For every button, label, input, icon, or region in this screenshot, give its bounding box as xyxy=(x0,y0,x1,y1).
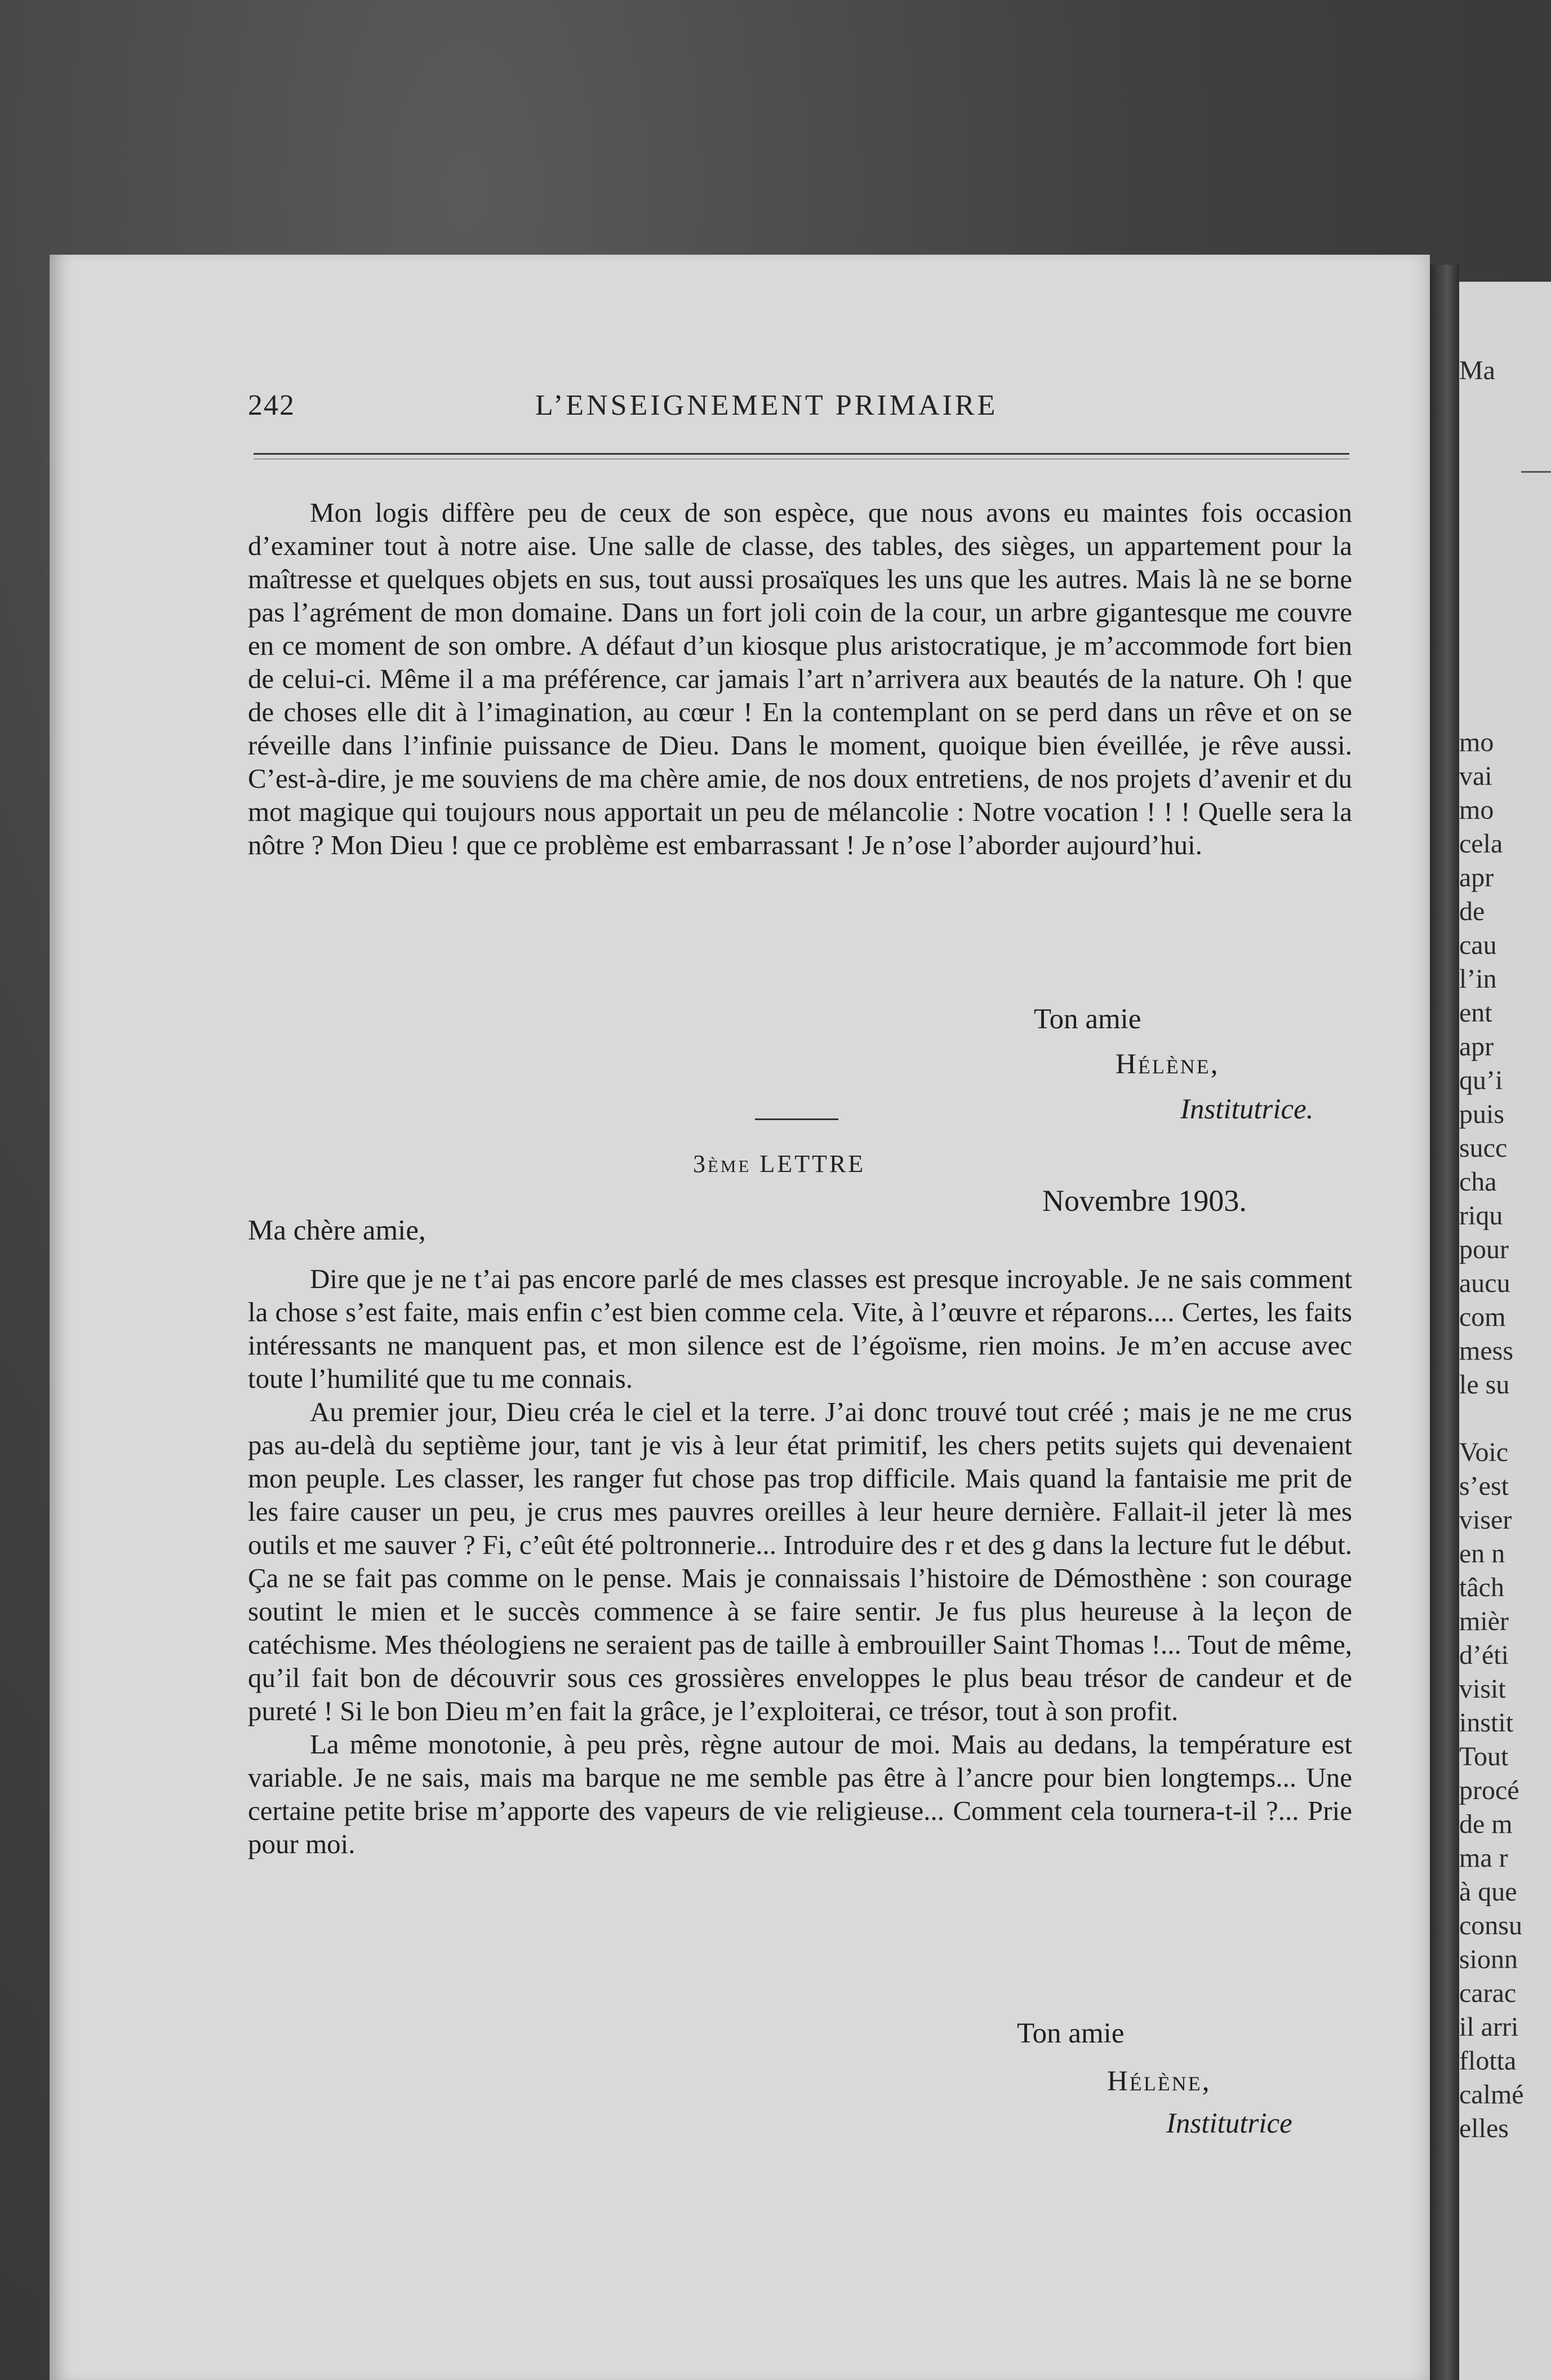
letter3-paragraph: Dire que je ne t’ai pas encore parlé de mes classes est presque incroyable. Je ne sais comment la chose s’est faite, mais enfin c’est bien comme cela. Vite, à l’œuvre et réparons.... Certes, les faits intéressants ne manquent pas, et mon silence est de l’égoïsme, rien moins. Je m’en accuse avec toute l’humilité que tu me connais. xyxy=(248,1263,1352,1394)
right-page-fragment: cela xyxy=(1459,829,1503,859)
running-title: L’ENSEIGNEMENT PRIMAIRE xyxy=(535,389,998,421)
right-page-fragment: procé xyxy=(1459,1775,1519,1805)
right-page-fragment: puis xyxy=(1459,1099,1505,1129)
letter3-signature: Hélène, xyxy=(1107,2066,1211,2097)
right-page-fragment: qu’i xyxy=(1459,1065,1503,1095)
right-page-fragment: succ xyxy=(1459,1133,1508,1163)
right-page-fragment: s’est xyxy=(1459,1471,1509,1501)
right-page-fragment: tâch xyxy=(1459,1573,1504,1602)
right-page-rule xyxy=(1521,471,1551,473)
letter3-date: Novembre 1903. xyxy=(1042,1184,1247,1218)
right-page-fragment: ma r xyxy=(1459,1843,1508,1873)
right-page-fragment: le su xyxy=(1459,1370,1510,1400)
right-page-fragment: en n xyxy=(1459,1539,1505,1569)
letter3-role: Institutrice xyxy=(1166,2108,1292,2139)
letter3-body xyxy=(248,1262,1352,1861)
right-page-fragment: l’in xyxy=(1459,964,1497,994)
right-page-fragment: calmé xyxy=(1459,2080,1524,2110)
right-page-fragment: mièr xyxy=(1459,1606,1509,1636)
letter3-heading: 3ème LETTRE xyxy=(693,1150,866,1178)
right-page-fragment: carac xyxy=(1459,1978,1517,2008)
right-page-fragment: flotta xyxy=(1459,2046,1517,2076)
right-page-fragment: elles xyxy=(1459,2113,1509,2143)
letter3-closing: Ton amie xyxy=(1017,2018,1125,2049)
letter3-paragraph: La même monotonie, à peu près, règne autour de moi. Mais au dedans, la température est variable. Je ne sais, mais ma barque ne me semble pas être à l’ancre pour bien longtemps... Une certaine petite brise m’apporte des vapeurs de vie religieuse... Comment cela tournera-t-il ?... Prie pour moi. xyxy=(248,1729,1352,1859)
right-page-fragment: Tout xyxy=(1459,1742,1509,1771)
right-page-fragment: mo xyxy=(1459,795,1494,825)
right-page-fragment: cha xyxy=(1459,1167,1497,1197)
right-page-edge xyxy=(1459,282,1551,2380)
right-page-fragment: à que xyxy=(1459,1877,1517,1907)
header-rule xyxy=(254,453,1349,455)
right-page-fragment: sionn xyxy=(1459,1944,1518,1974)
right-page-fragment: d’éti xyxy=(1459,1640,1509,1670)
right-page-fragment: Ma xyxy=(1459,356,1495,385)
right-page-fragment: vai xyxy=(1459,761,1492,791)
right-page-fragment: il arri xyxy=(1459,2012,1519,2042)
right-page-fragment: Voic xyxy=(1459,1437,1509,1467)
right-page-fragment: visit xyxy=(1459,1674,1506,1704)
right-page-fragment: apr xyxy=(1459,1032,1494,1062)
letter2-closing: Ton amie xyxy=(1034,1003,1141,1035)
letter-separator xyxy=(755,1118,838,1120)
right-page-fragment: cau xyxy=(1459,930,1497,960)
right-page-fragment: apr xyxy=(1459,863,1494,892)
right-page-fragment: de m xyxy=(1459,1809,1513,1839)
letter3-paragraph: Au premier jour, Dieu créa le ciel et la terre. J’ai donc trouvé tout créé ; mais je ne me crus pas au-delà du septième jour, tant je vis à leur état primitif, les chers petits sujets qui devenaient mon peuple. Les classer, les ranger fut chose pas trop difficile. Mais quand la fantaisie me prit de les faire causer un peu, je crus mes pauvres oreilles à leur heure dernière. Fallait-il jeter là mes outils et me sauver ? Fi, c’eût été poltronnerie... Introduire des r et des g dans la lecture fut le début. Ça ne se fait pas comme on le pense. Mais je connaissais l’histoire de Démosthène : son courage soutint le mien et le succès commence à se faire sentir. Je fus plus heureuse à la leçon de catéchisme. Mes théologiens ne seraient pas de taille à embrouiller Saint Thomas !... Tout de même, qu’il fait bon de découvrir sous ces grossières enveloppes le plus beau trésor de candeur et de pureté ! Si le bon Dieu m’en fait la grâce, je l’exploiterai, ce trésor, tout à son profit. xyxy=(248,1396,1352,1726)
right-page-fragment: instit xyxy=(1459,1708,1514,1738)
right-page-fragment: mess xyxy=(1459,1336,1513,1366)
right-page-fragment: viser xyxy=(1459,1505,1512,1535)
book-spine xyxy=(1430,265,1459,2380)
right-page-fragment: com xyxy=(1459,1302,1506,1332)
right-page-fragment: riqu xyxy=(1459,1201,1503,1231)
letter2-body xyxy=(248,496,1352,862)
letter3-salutation: Ma chère amie, xyxy=(248,1215,426,1246)
right-page-fragment: ent xyxy=(1459,998,1492,1028)
page-header xyxy=(248,389,1352,428)
right-page-fragment: aucu xyxy=(1459,1268,1510,1298)
letter2-role: Institutrice. xyxy=(1180,1094,1314,1125)
letter2-signature: Hélène, xyxy=(1116,1049,1220,1080)
right-page-fragment: pour xyxy=(1459,1235,1509,1264)
right-page-fragment: mo xyxy=(1459,727,1494,757)
page-number: 242 xyxy=(248,389,295,421)
letter2-paragraph: Mon logis diffère peu de ceux de son espèce, que nous avons eu maintes fois occasion d’examiner tout à notre aise. Une salle de classe, des tables, des sièges, un appartement pour la maîtresse et quelques objets en sus, tout aussi prosaïques les uns que les autres. Mais là ne se borne pas l’agrément de mon domaine. Dans un fort joli coin de la cour, un arbre gigantesque me couvre en ce moment de son ombre. A défaut d’un kiosque plus aristocratique, je m’accommode fort bien de celui-ci. Même il a ma préférence, car jamais l’art n’arrivera aux beautés de la nature. Oh ! que de choses elle dit à l’imagination, au cœur ! En la contemplant on se perd dans un rêve et on se réveille dans l’infinie puissance de Dieu. Dans le moment, quoique bien éveillée, je rêve aussi. C’est-à-dire, je me souviens de ma chère amie, de nos doux entretiens, de nos projets d’avenir et du mot magique qui toujours nous apportait un peu de mélancolie : Notre vocation ! ! ! Quelle sera la nôtre ? Mon Dieu ! que ce problème est embarrassant ! Je n’ose l’aborder aujourd’hui. xyxy=(248,497,1352,860)
right-page-fragment: de xyxy=(1459,896,1485,926)
right-page-fragment: consu xyxy=(1459,1911,1522,1941)
